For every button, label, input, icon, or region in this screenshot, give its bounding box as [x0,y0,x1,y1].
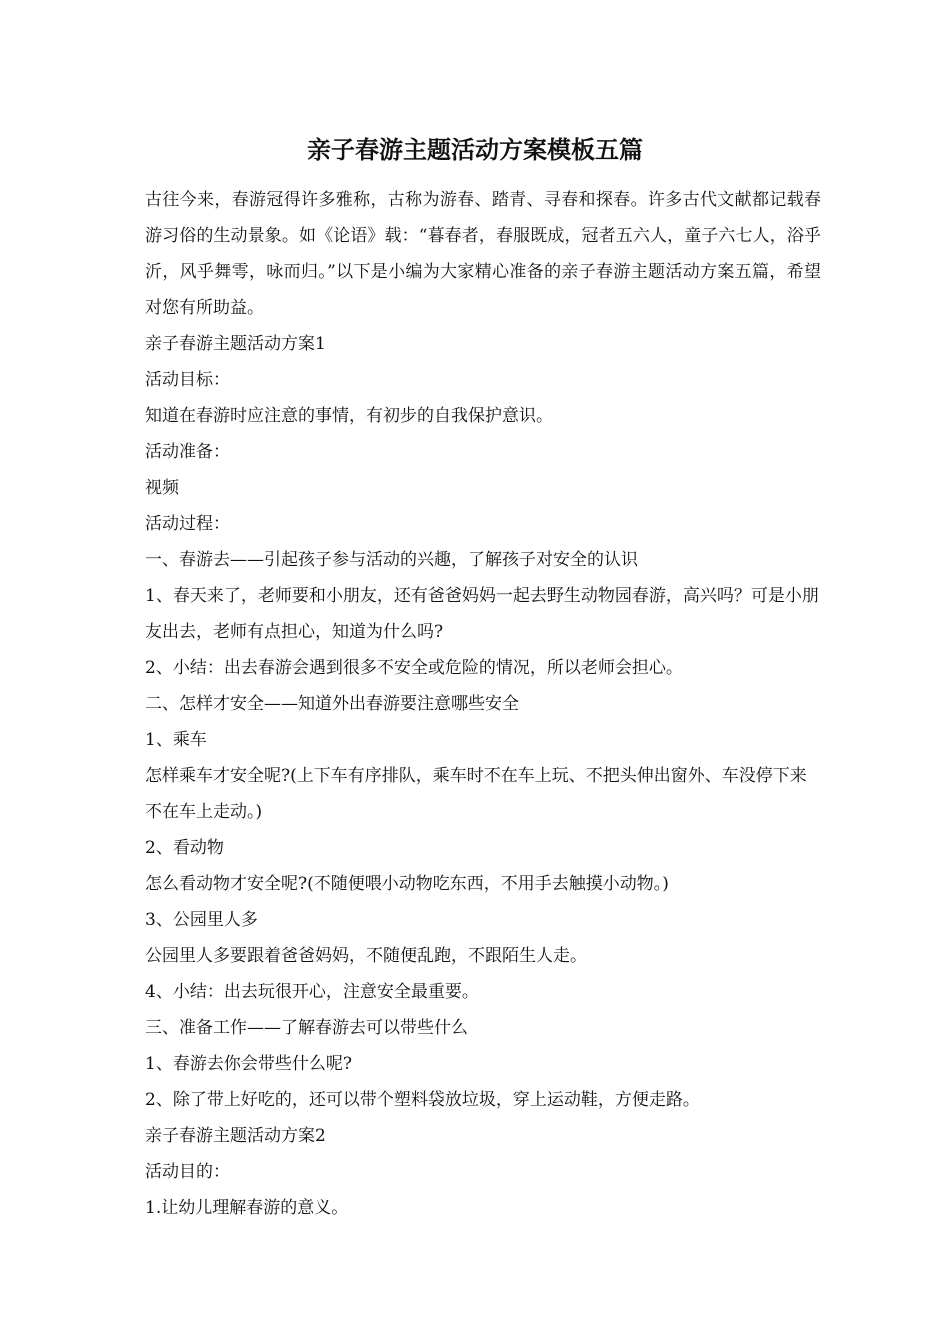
paragraph: 1、春游去你会带些什么呢? [145,1054,352,1074]
paragraph: 怎么看动物才安全呢?(不随便喂小动物吃东西，不用手去触摸小动物。) [145,874,669,894]
paragraph: 1、春天来了，老师要和小朋友，还有爸爸妈妈一起去野生动物园春游，高兴吗？可是小朋友出去，老师有点担心，知道为什么吗? [145,586,819,642]
paragraph: 4、小结：出去玩很开心，注意安全最重要。 [145,982,479,1002]
paragraph: 2、看动物 [145,838,224,858]
paragraph: 三、准备工作——了解春游去可以带些什么 [145,1018,468,1038]
subheading: 活动目的： [145,1162,230,1182]
paragraph: 1.让幼儿理解春游的意义。 [145,1198,349,1218]
paragraph: 公园里人多要跟着爸爸妈妈，不随便乱跑，不跟陌生人走。 [145,946,587,966]
paragraph: 一、春游去——引起孩子参与活动的兴趣，了解孩子对安全的认识 [145,550,638,570]
section-heading: 亲子春游主题活动方案2 [145,1126,326,1146]
subheading: 活动准备： [145,442,230,462]
paragraph: 3、公园里人多 [145,910,258,930]
paragraph: 怎样乘车才安全呢?(上下车有序排队，乘车时不在车上玩、不把头伸出窗外、车没停下来不在车上走动。) [145,766,807,822]
paragraph: 二、怎样才安全——知道外出春游要注意哪些安全 [145,694,519,714]
paragraph: 2、小结：出去春游会遇到很多不安全或危险的情况，所以老师会担心。 [145,658,683,678]
paragraph: 2、除了带上好吃的，还可以带个塑料袋放垃圾，穿上运动鞋，方便走路。 [145,1090,700,1110]
subheading: 活动目标： [145,370,230,390]
document-title: 亲子春游主题活动方案模板五篇 [307,135,643,164]
document-body [145,182,821,1226]
section-heading: 亲子春游主题活动方案1 [145,334,326,354]
subheading: 活动过程： [145,514,230,534]
paragraph: 视频 [145,478,179,498]
intro-paragraph: 古往今来，春游冠得许多雅称，古称为游春、踏青、寻春和探春。许多古代文献都记载春游习俗的生动景象。如《论语》载：“暮春者，春服既成，冠者五六人，童子六七人，浴乎沂，风乎舞雩，咏而归。”以下是小编为大家精心准备的亲子春游主题活动方案五篇，希望对您有所助益。 [145,190,821,318]
paragraph: 1、乘车 [145,730,207,750]
paragraph: 知道在春游时应注意的事情，有初步的自我保护意识。 [145,406,553,426]
